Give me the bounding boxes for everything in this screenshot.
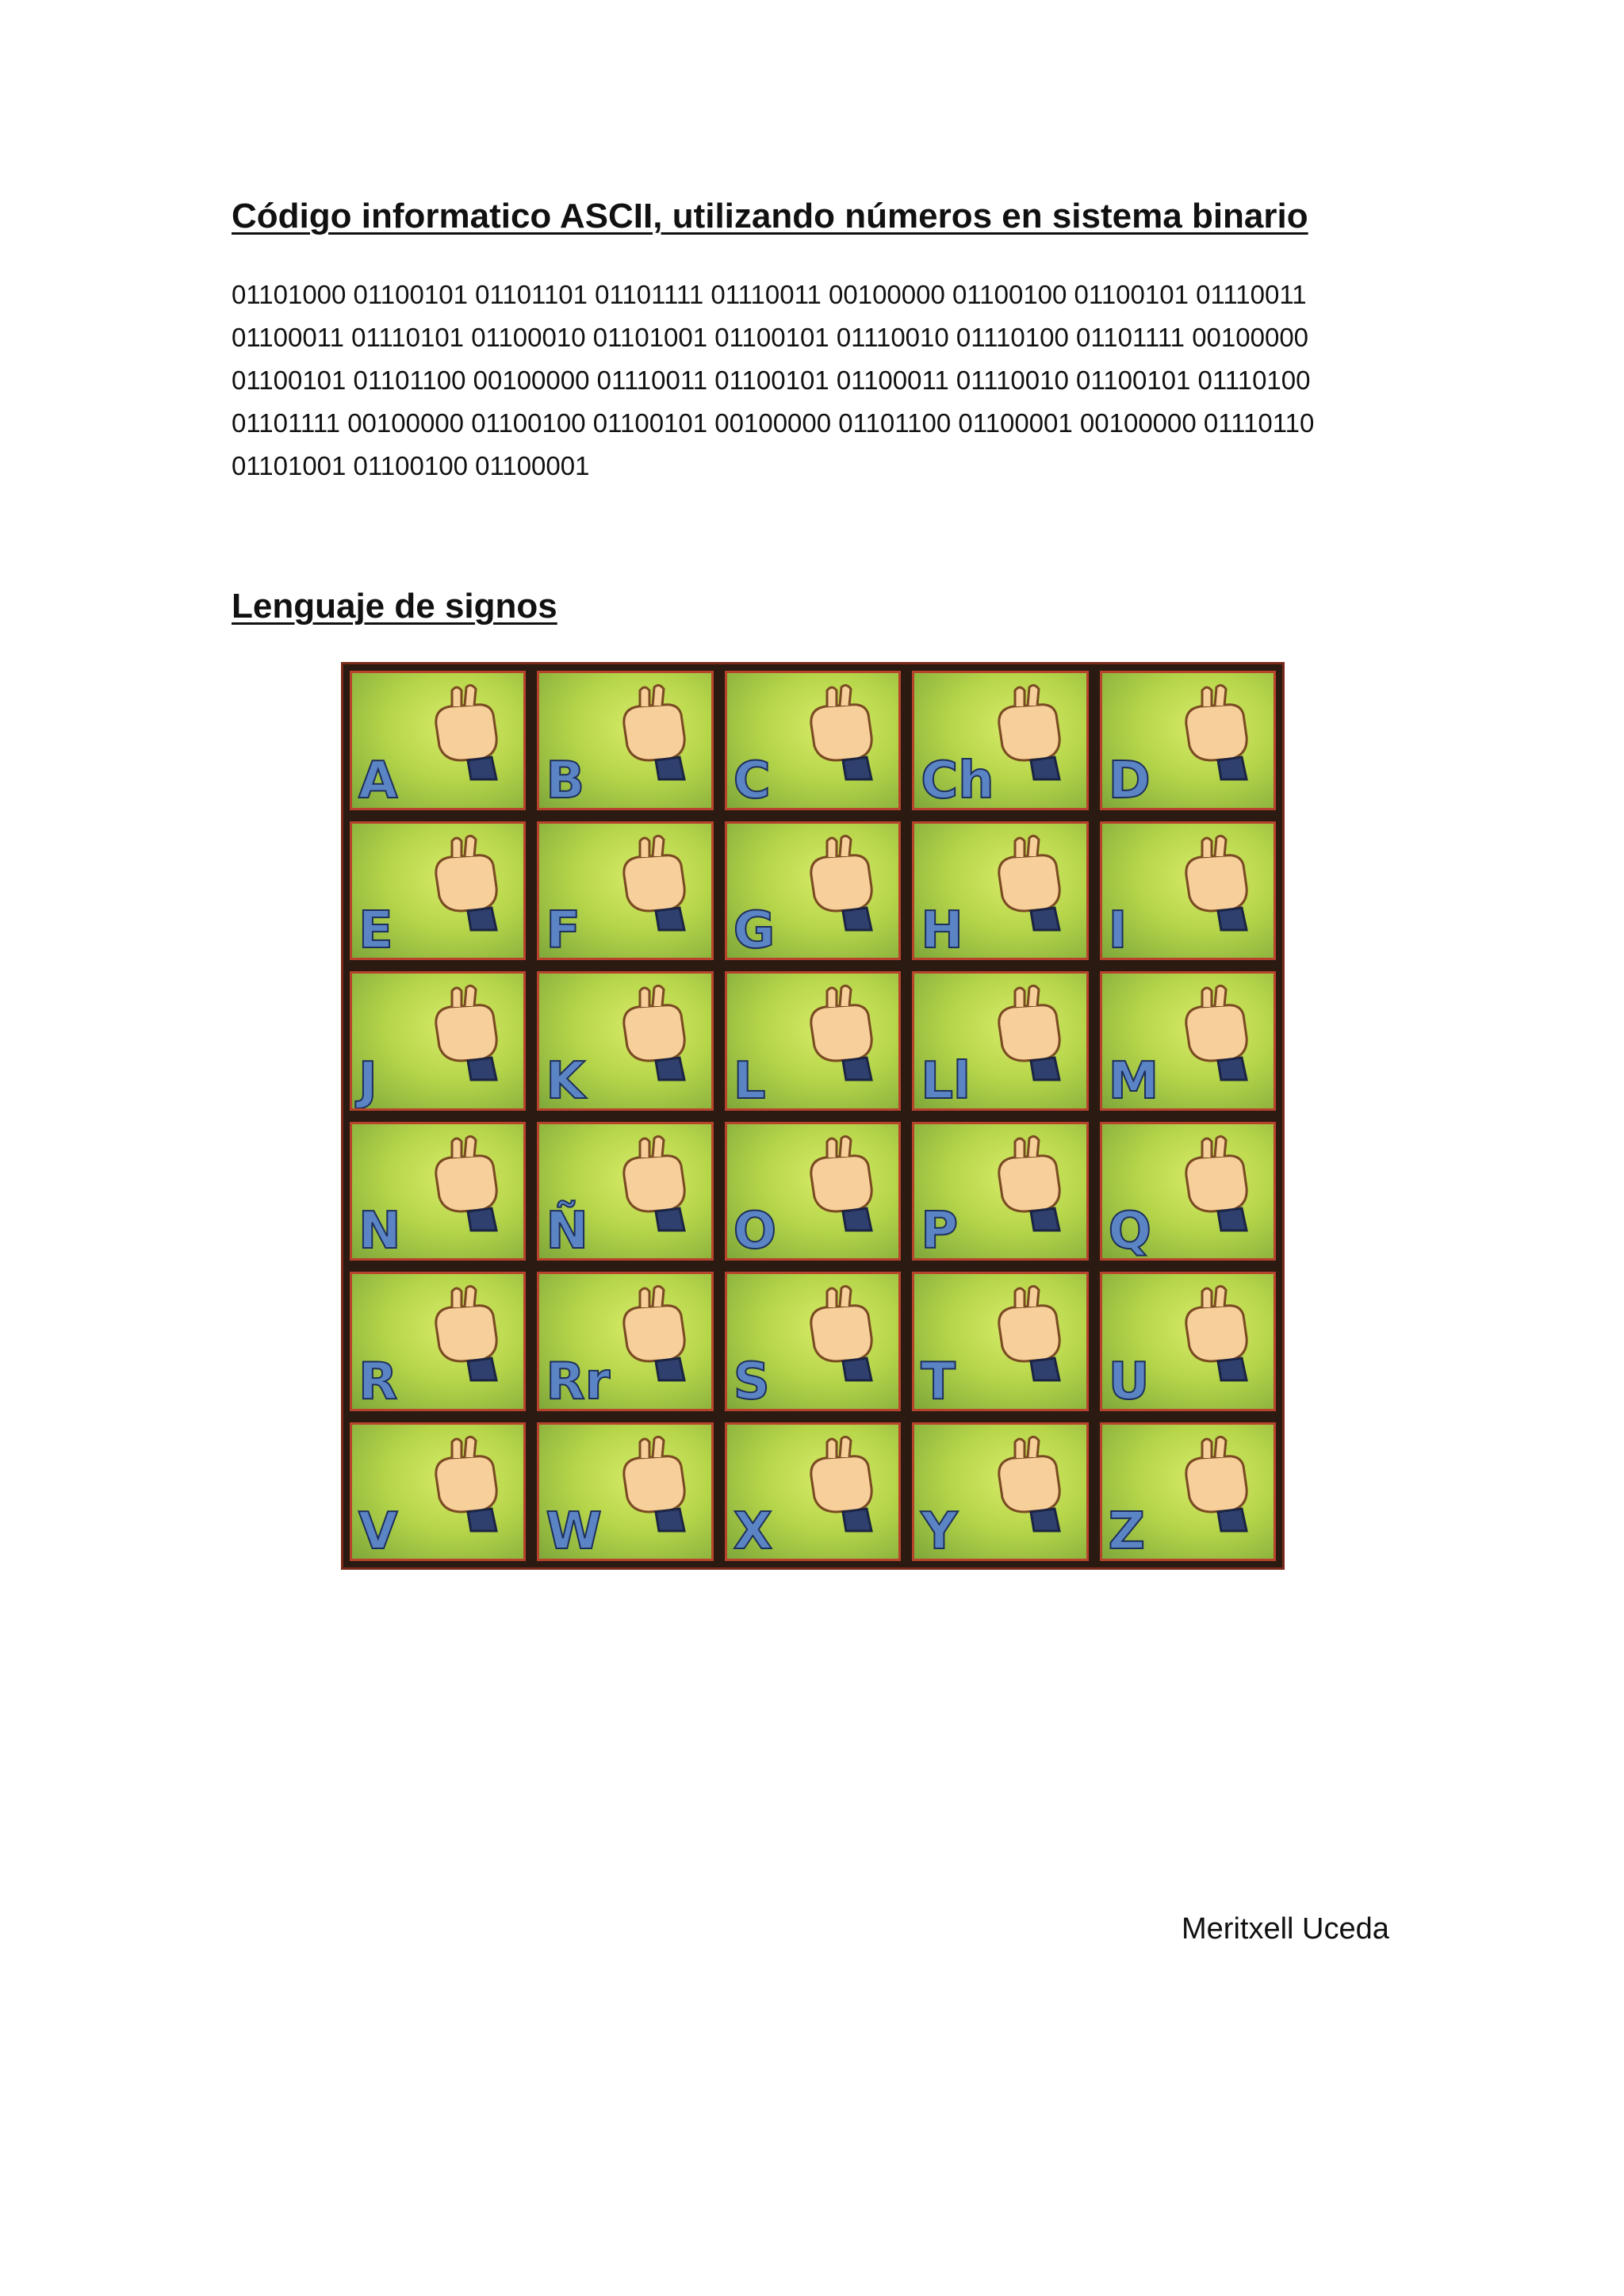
sign-letter: C xyxy=(733,751,771,810)
hand-sign-icon xyxy=(795,982,891,1085)
sign-cell xyxy=(537,1122,713,1261)
sign-letter: Ll xyxy=(921,1051,971,1111)
sign-cell xyxy=(350,1272,526,1411)
sign-letter: U xyxy=(1108,1352,1150,1411)
hand-sign-icon xyxy=(983,681,1078,784)
hand-sign-icon xyxy=(608,1282,703,1385)
sign-cell xyxy=(725,1272,901,1411)
sign-cell xyxy=(912,1122,1088,1261)
sign-cell xyxy=(537,1272,713,1411)
sign-cell xyxy=(350,971,526,1111)
hand-sign-icon xyxy=(1170,1282,1266,1385)
hand-sign-icon xyxy=(608,1433,703,1536)
hand-sign-icon xyxy=(795,1433,891,1536)
sign-cell xyxy=(1100,1422,1276,1562)
sign-letter: R xyxy=(358,1352,398,1411)
sign-letter: G xyxy=(733,901,776,960)
sign-letter: M xyxy=(1108,1051,1159,1111)
sign-cell xyxy=(912,821,1088,961)
sign-letter: S xyxy=(733,1352,770,1411)
sign-letter: O xyxy=(733,1202,777,1261)
sign-cell xyxy=(1100,1272,1276,1411)
sign-cell xyxy=(725,971,901,1111)
binary-line: 01100011 01110101 01100010 01101001 01100101 01110010 01110100 01101111 00100000 xyxy=(232,323,1309,352)
sign-letter: L xyxy=(733,1051,766,1111)
hand-sign-icon xyxy=(420,1433,515,1536)
hand-sign-icon xyxy=(420,1132,515,1235)
sign-cell xyxy=(1100,1122,1276,1261)
sign-letter: A xyxy=(358,751,398,810)
hand-sign-icon xyxy=(983,1433,1078,1536)
sign-letter: J xyxy=(358,1051,377,1111)
hand-sign-icon xyxy=(795,1132,891,1235)
sign-letter: Q xyxy=(1108,1202,1151,1261)
sign-cell xyxy=(537,821,713,961)
hand-sign-icon xyxy=(420,832,515,935)
hand-sign-icon xyxy=(1170,1433,1266,1536)
sign-letter: N xyxy=(358,1202,401,1261)
sign-cell xyxy=(1100,671,1276,810)
sign-cell xyxy=(350,671,526,810)
sign-cell xyxy=(912,671,1088,810)
sign-cell xyxy=(912,1272,1088,1411)
hand-sign-icon xyxy=(1170,1132,1266,1235)
hand-sign-icon xyxy=(795,1282,891,1385)
sign-letter: K xyxy=(546,1051,585,1111)
ascii-heading: Código informatico ASCII, utilizando números en sistema binario xyxy=(232,197,1308,235)
sign-cell xyxy=(350,1122,526,1261)
binary-text xyxy=(232,274,1397,488)
sign-cell xyxy=(725,821,901,961)
sign-letter: Y xyxy=(921,1502,958,1561)
hand-sign-icon xyxy=(420,1282,515,1385)
hand-sign-icon xyxy=(1170,832,1266,935)
sign-cell xyxy=(912,971,1088,1111)
hand-sign-icon xyxy=(983,982,1078,1085)
sign-cell xyxy=(725,1122,901,1261)
sign-letter: E xyxy=(358,901,393,960)
sign-letter: W xyxy=(546,1502,602,1561)
sign-letter: D xyxy=(1108,751,1151,810)
binary-line: 01100101 01101100 00100000 01110011 01100101 01100011 01110010 01100101 01110100 xyxy=(232,365,1311,395)
hand-sign-icon xyxy=(608,681,703,784)
sign-cell xyxy=(725,671,901,810)
hand-sign-icon xyxy=(608,1132,703,1235)
hand-sign-icon xyxy=(983,832,1078,935)
hand-sign-icon xyxy=(795,681,891,784)
sign-cell xyxy=(537,671,713,810)
sign-cell xyxy=(537,1422,713,1562)
sign-letter: V xyxy=(358,1502,398,1561)
sign-language-heading: Lenguaje de signos xyxy=(232,587,557,626)
sign-letter: Rr xyxy=(546,1352,611,1411)
sign-letter: T xyxy=(921,1352,956,1411)
hand-sign-icon xyxy=(983,1132,1078,1235)
sign-cell xyxy=(350,1422,526,1562)
sign-cell xyxy=(537,971,713,1111)
author-name: Meritxell Uceda xyxy=(1182,1912,1389,1946)
sign-letter: F xyxy=(546,901,581,960)
sign-letter: X xyxy=(733,1502,773,1561)
sign-letter: Ñ xyxy=(546,1202,588,1261)
sign-cell xyxy=(350,821,526,961)
hand-sign-icon xyxy=(1170,681,1266,784)
sign-letter: B xyxy=(546,751,585,810)
sign-cell xyxy=(725,1422,901,1562)
hand-sign-icon xyxy=(608,982,703,1085)
sign-letter: Ch xyxy=(921,751,994,810)
sign-letter: Z xyxy=(1108,1502,1145,1561)
hand-sign-icon xyxy=(420,681,515,784)
hand-sign-icon xyxy=(983,1282,1078,1385)
binary-line: 01101000 01100101 01101101 01101111 01110011 00100000 01100100 01100101 01110011 xyxy=(232,280,1307,309)
sign-cell xyxy=(1100,821,1276,961)
hand-sign-icon xyxy=(420,982,515,1085)
hand-sign-icon xyxy=(608,832,703,935)
sign-cell xyxy=(1100,971,1276,1111)
sign-letter: I xyxy=(1108,901,1128,960)
sign-letter: H xyxy=(921,901,963,960)
binary-line: 01101001 01100100 01100001 xyxy=(232,451,590,480)
sign-alphabet-image xyxy=(341,662,1285,1570)
hand-sign-icon xyxy=(1170,982,1266,1085)
hand-sign-icon xyxy=(795,832,891,935)
sign-letter: P xyxy=(921,1202,959,1261)
binary-line: 01101111 00100000 01100100 01100101 00100000 01101100 01100001 00100000 01110110 xyxy=(232,408,1315,438)
sign-cell xyxy=(912,1422,1088,1562)
